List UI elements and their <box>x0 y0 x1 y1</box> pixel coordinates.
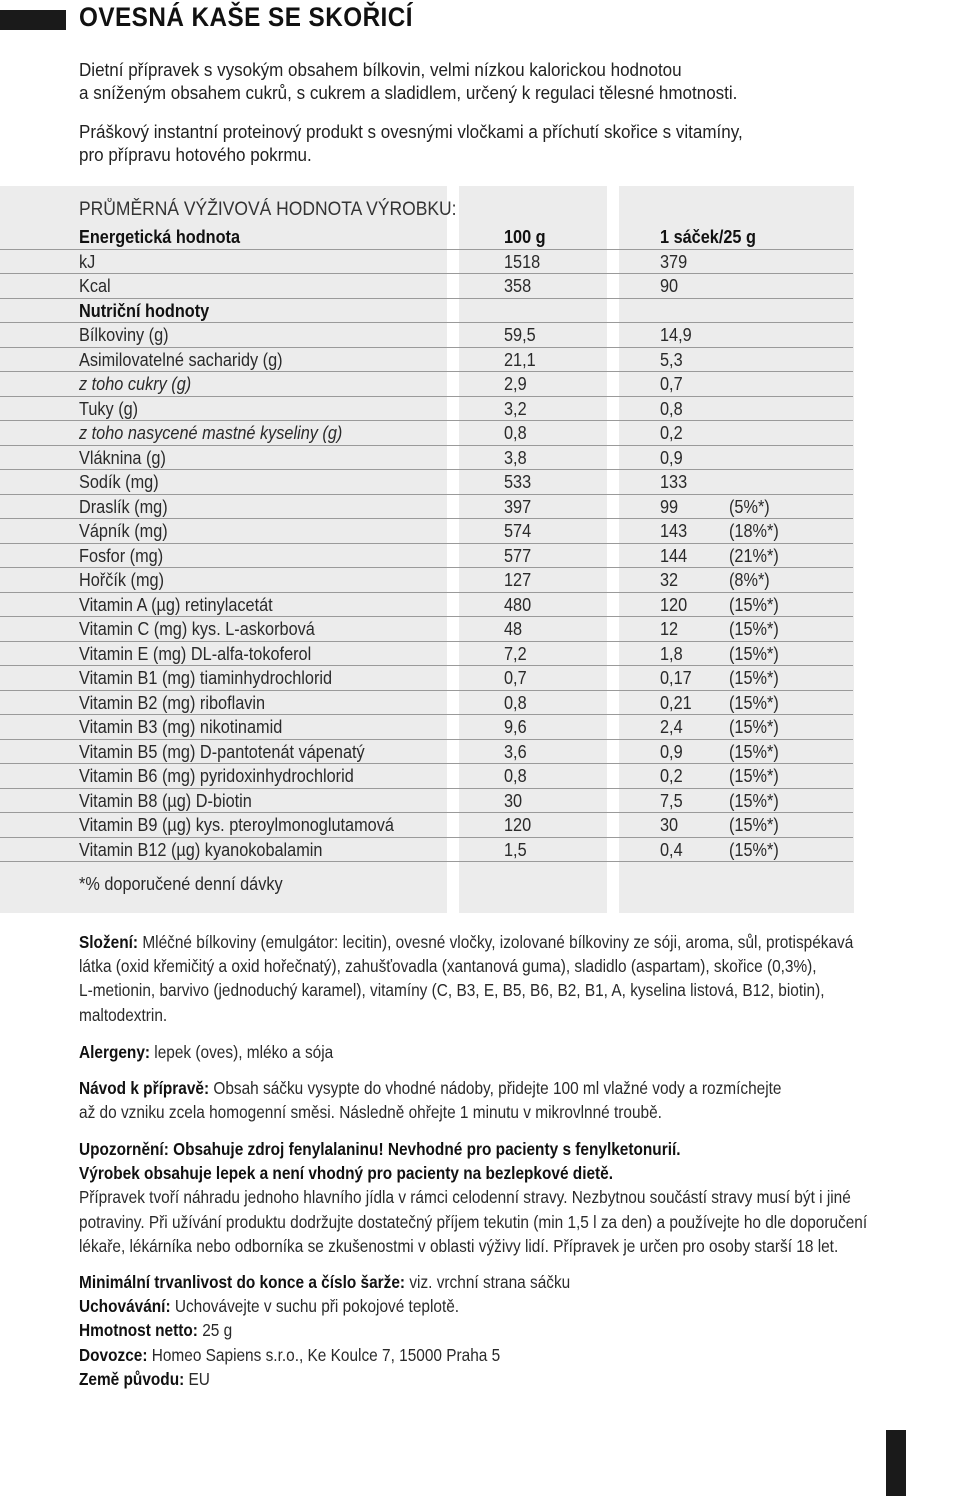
table-row <box>0 420 853 446</box>
table-row <box>0 273 853 299</box>
description-line: pro přípravu hotového pokrmu. <box>79 144 312 165</box>
info-storage <box>79 1294 570 1318</box>
info-label: Hmotnost netto: <box>79 1320 198 1341</box>
table-footnote: *% doporučené denní dávky <box>79 873 283 894</box>
row-label: Vitamin B8 (µg) D-biotin <box>79 789 252 811</box>
info-value: viz. vrchní strana sáčku <box>405 1272 571 1292</box>
row-label: Tuky (g) <box>79 397 139 419</box>
row-per-sachet: 7,5 <box>660 789 683 811</box>
table-row <box>0 445 853 471</box>
table-row <box>0 812 853 838</box>
row-label: Vitamin B6 (mg) pyridoxinhydrochlorid <box>79 765 354 786</box>
row-per-sachet: 379 <box>660 250 688 272</box>
allergens-label: Alergeny: <box>79 1042 151 1062</box>
product-title: OVESNÁ KAŠE SE SKOŘICÍ <box>79 2 413 32</box>
row-per-100g: 127 <box>504 569 532 590</box>
row-per-100g: 3,6 <box>504 740 527 762</box>
row-per-sachet: 120 <box>660 593 688 615</box>
row-per-100g: 0,7 <box>504 667 527 688</box>
description-line: a sníženým obsahem cukrů, s cukrem a sladidlem, určený k regulaci tělesné hmotnosti. <box>79 82 738 103</box>
row-daily-percent: (15%*) <box>729 765 779 786</box>
preparation-label: Návod k přípravě: <box>79 1078 210 1098</box>
row-label: Vitamin B1 (mg) tiaminhydrochlorid <box>79 667 333 688</box>
title-bar-decoration <box>0 10 66 30</box>
row-per-sachet: 144 <box>660 544 688 566</box>
allergens-section <box>79 1040 333 1064</box>
row-per-sachet: 0,2 <box>660 422 683 443</box>
row-label: Draslík (mg) <box>79 495 168 517</box>
row-per-100g: 574 <box>504 520 532 541</box>
composition-text: L-metionin, barvivo (jednoduchý karamel), vitamíny (C, B3, E, B5, B6, B2, B1, A, kyselina listová, B12, biotin), <box>79 980 825 1001</box>
table-row <box>0 592 853 618</box>
warning-text: lékaře, lékárníka nebo odborníka se zkušenostmi v oblasti výživy lidí. Přípravek je určen pro osoby starší 18 let. <box>79 1235 839 1256</box>
row-per-100g: 120 <box>504 814 532 835</box>
row-per-100g: 2,9 <box>504 373 527 394</box>
composition-text: Mléčné bílkoviny (emulgátor: lecitin), ovesné vločky, izolované bílkoviny ze sóji, aroma, sůl, protispékavá <box>138 932 854 952</box>
composition-text: látka (oxid křemičitý a oxid hořečnatý), zahušťovadla (xantanová guma), sladidlo (aspartam), skořice (0,3%), <box>79 956 817 977</box>
row-label: Vitamin E (mg) DL-alfa-tokoferol <box>79 642 312 664</box>
preparation-text: až do vzniku zcela homogenní směsi. Následně ohřejte 1 minutu v mikrovlnné troubě. <box>79 1102 662 1123</box>
row-daily-percent: (15%*) <box>729 618 779 639</box>
row-per-sachet: 14,9 <box>660 324 692 345</box>
row-daily-percent: (15%*) <box>729 593 779 615</box>
row-label: Vitamin B12 (µg) kyanokobalamin <box>79 838 323 860</box>
table-row <box>0 347 853 373</box>
warning-bold-line: Upozornění: Obsahuje zdroj fenylalaninu! Nevhodné pro pacienty s fenylketonurií. <box>79 1139 681 1159</box>
info-net-weight <box>79 1318 570 1342</box>
warning-section <box>79 1137 867 1258</box>
warning-bold-line: Výrobek obsahuje lepek a není vhodný pro pacienty na bezlepkové dietě. <box>79 1163 614 1184</box>
table-row <box>0 371 853 397</box>
table-row <box>0 788 853 814</box>
row-per-sachet: 0,17 <box>660 667 692 688</box>
row-daily-percent: (15%*) <box>729 642 779 664</box>
row-per-100g: 21,1 <box>504 348 536 370</box>
row-label: z toho nasycené mastné kyseliny (g) <box>79 422 343 443</box>
row-per-sachet: 99 <box>660 495 679 517</box>
table-row <box>0 298 853 324</box>
row-label: Vláknina (g) <box>79 446 166 468</box>
row-per-sachet: 30 <box>660 814 679 835</box>
table-row <box>0 641 853 667</box>
row-label: Sodík (mg) <box>79 471 159 492</box>
row-label: Vápník (mg) <box>79 520 168 541</box>
description-line: Dietní přípravek s vysokým obsahem bílkovin, velmi nízkou kalorickou hodnotou <box>79 59 682 80</box>
row-per-100g: 0,8 <box>504 765 527 786</box>
product-description-1 <box>79 58 737 104</box>
info-origin <box>79 1367 570 1391</box>
row-per-100g: 9,6 <box>504 716 527 737</box>
preparation-text: Obsah sáčku vysypte do vhodné nádoby, přidejte 100 ml vlažné vody a rozmíchejte <box>209 1078 782 1098</box>
row-per-100g: 48 <box>504 618 523 639</box>
info-importer <box>79 1343 570 1367</box>
row-per-100g: 59,5 <box>504 324 536 345</box>
row-label: Kcal <box>79 275 111 296</box>
info-label: Uchovávání: <box>79 1296 171 1317</box>
row-per-sachet: 0,9 <box>660 446 683 468</box>
table-row <box>0 543 853 569</box>
info-label: Minimální trvanlivost do konce a číslo šarže: <box>79 1272 406 1292</box>
row-per-sachet: 143 <box>660 520 688 541</box>
row-per-100g: 0,8 <box>504 422 527 443</box>
row-label: kJ <box>79 250 96 272</box>
row-per-sachet: 1,8 <box>660 642 683 664</box>
table-row <box>0 567 853 593</box>
table-row <box>0 396 853 422</box>
row-label: Bílkoviny (g) <box>79 324 169 345</box>
row-per-100g: 1,5 <box>504 838 527 860</box>
row-per-100g: 7,2 <box>504 642 527 664</box>
table-row <box>0 616 853 642</box>
table-row <box>0 714 853 740</box>
composition-section <box>79 930 853 1027</box>
row-daily-percent: (15%*) <box>729 691 779 713</box>
info-value: Uchovávejte v suchu při pokojové teplotě. <box>170 1296 460 1317</box>
nutrition-table-heading: PRŮMĚRNÁ VÝŽIVOVÁ HODNOTA VÝROBKU: <box>79 199 457 220</box>
row-per-sachet: 133 <box>660 471 688 492</box>
row-daily-percent: (15%*) <box>729 814 779 835</box>
row-label: Asimilovatelné sacharidy (g) <box>79 348 283 370</box>
row-label: Vitamin B3 (mg) nikotinamid <box>79 716 283 737</box>
info-value: 25 g <box>197 1320 233 1341</box>
info-value: Homeo Sapiens s.r.o., Ke Koulce 7, 15000 Praha 5 <box>147 1344 501 1365</box>
warning-text: potraviny. Při užívání produktu dodržujte dostatečný příjem tekutin (min 1,5 l za den) a používejte ho dle doporučení <box>79 1211 868 1232</box>
product-info-section <box>79 1270 570 1391</box>
row-per-sachet: 0,8 <box>660 397 683 419</box>
row-per-100g: 577 <box>504 544 532 566</box>
row-daily-percent: (5%*) <box>729 495 770 517</box>
table-row <box>0 249 853 275</box>
info-value: EU <box>184 1368 210 1389</box>
table-row <box>0 469 853 495</box>
allergens-text: lepek (oves), mléko a sója <box>150 1042 334 1062</box>
row-per-100g: 30 <box>504 789 523 811</box>
row-label: Vitamin B5 (mg) D-pantotenát vápenatý <box>79 740 365 762</box>
row-label: Vitamin B9 (µg) kys. pteroylmonoglutamová <box>79 814 394 835</box>
info-label: Země původu: <box>79 1368 185 1389</box>
row-per-sachet: 0,4 <box>660 838 683 860</box>
description-line: Práškový instantní proteinový produkt s ovesnými vločkami a příchutí skořice s vitamíny, <box>79 121 743 142</box>
header-per-sachet: 1 sáček/25 g <box>660 226 756 247</box>
row-per-sachet: 0,9 <box>660 740 683 762</box>
row-per-sachet: 0,2 <box>660 765 683 786</box>
row-daily-percent: (18%*) <box>729 520 779 541</box>
header-per-100g: 100 g <box>504 226 546 247</box>
row-per-100g: 3,8 <box>504 446 527 468</box>
row-per-sachet: 90 <box>660 275 679 296</box>
row-per-100g: 480 <box>504 593 532 615</box>
preparation-section <box>79 1076 782 1124</box>
row-label: Hořčík (mg) <box>79 569 165 590</box>
table-row <box>0 763 853 789</box>
row-label: Vitamin C (mg) kys. L-askorbová <box>79 618 315 639</box>
row-per-100g: 1518 <box>504 250 541 272</box>
row-per-100g: 0,8 <box>504 691 527 713</box>
row-label: Fosfor (mg) <box>79 544 164 566</box>
row-per-sachet: 0,21 <box>660 691 692 713</box>
table-row <box>0 690 853 716</box>
row-daily-percent: (8%*) <box>729 569 770 590</box>
row-per-sachet: 12 <box>660 618 679 639</box>
row-per-100g: 533 <box>504 471 532 492</box>
table-row <box>0 739 853 765</box>
bottom-bar-decoration <box>886 1430 906 1496</box>
table-row <box>0 518 853 544</box>
header-label: Energetická hodnota <box>79 226 241 247</box>
row-label: Nutriční hodnoty <box>79 299 210 321</box>
row-per-sachet: 5,3 <box>660 348 683 370</box>
row-label: Vitamin A (µg) retinylacetát <box>79 593 273 615</box>
table-row <box>0 837 853 863</box>
row-per-100g: 358 <box>504 275 532 296</box>
row-per-100g: 3,2 <box>504 397 527 419</box>
row-daily-percent: (15%*) <box>729 667 779 688</box>
warning-text: Přípravek tvoří náhradu jednoho hlavního jídla v rámci celodenní stravy. Nezbytnou součástí stravy musí být i jiné <box>79 1187 851 1208</box>
row-per-100g: 397 <box>504 495 532 517</box>
table-row <box>0 322 853 348</box>
info-label: Dovozce: <box>79 1344 148 1365</box>
product-description-2 <box>79 120 743 166</box>
row-label: z toho cukry (g) <box>79 373 192 394</box>
row-daily-percent: (21%*) <box>729 544 779 566</box>
info-shelf-life <box>79 1270 570 1294</box>
row-per-sachet: 0,7 <box>660 373 683 394</box>
row-label: Vitamin B2 (mg) riboflavin <box>79 691 266 713</box>
table-header-row <box>0 224 853 250</box>
row-daily-percent: (15%*) <box>729 789 779 811</box>
row-per-sachet: 32 <box>660 569 679 590</box>
composition-label: Složení: <box>79 932 139 952</box>
table-row <box>0 494 853 520</box>
table-row <box>0 665 853 691</box>
row-daily-percent: (15%*) <box>729 740 779 762</box>
row-daily-percent: (15%*) <box>729 838 779 860</box>
row-per-sachet: 2,4 <box>660 716 683 737</box>
composition-text: maltodextrin. <box>79 1004 168 1025</box>
row-daily-percent: (15%*) <box>729 716 779 737</box>
